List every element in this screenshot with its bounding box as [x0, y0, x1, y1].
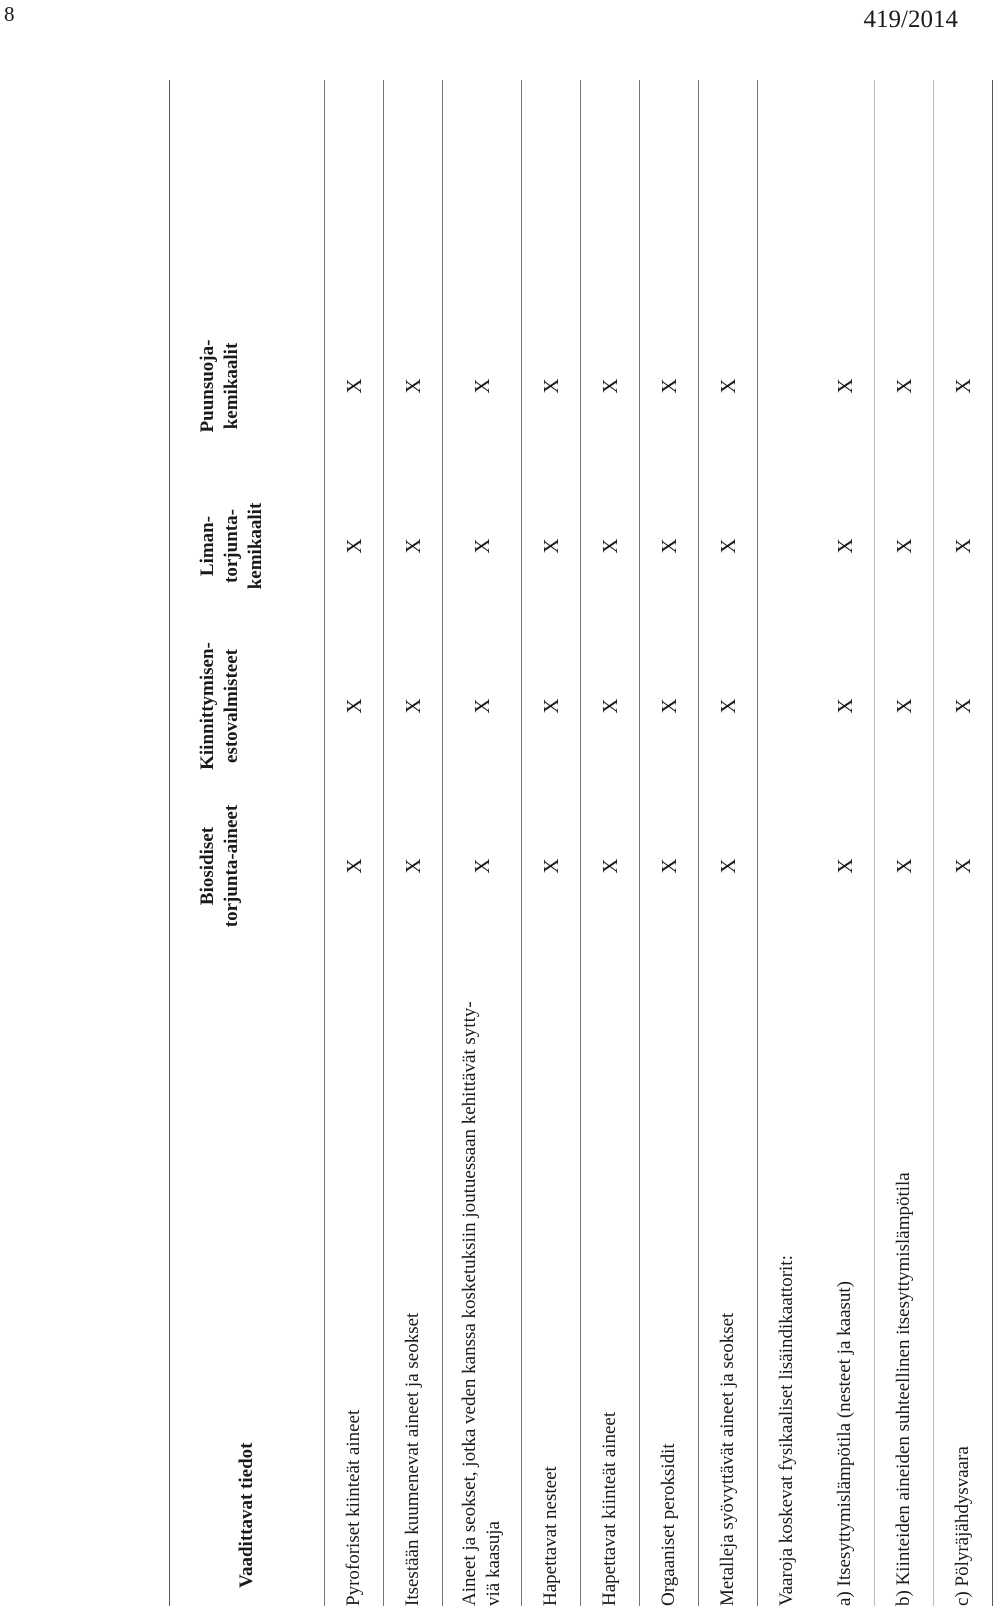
- x-mark: X: [443, 786, 522, 946]
- x-mark: X: [875, 626, 934, 786]
- x-mark: X: [934, 786, 993, 946]
- row-label: Pyroforiset kiinteät aineet: [325, 946, 384, 1606]
- x-mark: X: [832, 538, 857, 554]
- x-mark: X: [325, 306, 384, 466]
- x-mark: X: [640, 626, 699, 786]
- empty-cell: [758, 626, 817, 786]
- table-row: [325, 80, 384, 1606]
- rotated-table-container: [169, 80, 975, 1606]
- empty-cell: [384, 80, 443, 306]
- x-mark: X: [443, 626, 522, 786]
- empty-cell: [581, 80, 640, 306]
- x-mark: X: [581, 466, 640, 626]
- column-header-line: Liman-: [197, 515, 218, 577]
- row-label: b) Kiinteiden aineiden suhteellinen itsesyttymislämpötila: [875, 946, 934, 1606]
- row-label-line: viä kaasuja: [483, 1521, 504, 1606]
- row-label: a) Itsesyttymislämpötila (nesteet ja kaasut): [834, 1280, 856, 1606]
- empty-cell: [816, 80, 875, 306]
- x-mark: X: [875, 466, 934, 626]
- empty-cell: [443, 80, 522, 306]
- table-row: [875, 80, 934, 1606]
- column-header-line: kemikaalit: [244, 502, 266, 590]
- x-mark: X: [384, 626, 443, 786]
- x-mark: X: [934, 626, 993, 786]
- row-label: Hapettavat nesteet: [522, 946, 581, 1606]
- table-row: [384, 80, 443, 1606]
- x-mark: X: [581, 626, 640, 786]
- row-label: [443, 946, 522, 1606]
- row-label: Hapettavat kiinteät aineet: [581, 946, 640, 1606]
- x-mark: X: [325, 466, 384, 626]
- empty-cell: [758, 466, 817, 626]
- column-header-biocides: [170, 786, 325, 946]
- x-mark: X: [443, 466, 522, 626]
- x-mark: X: [325, 786, 384, 946]
- x-mark: X: [640, 466, 699, 626]
- column-header-line: Biosidiset: [197, 826, 218, 906]
- x-mark: X: [640, 306, 699, 466]
- empty-cell: [875, 80, 934, 306]
- x-mark: X: [875, 306, 934, 466]
- empty-cell: [758, 80, 817, 306]
- x-mark: X: [522, 626, 581, 786]
- column-header-gap: [170, 80, 325, 306]
- x-mark: X: [384, 786, 443, 946]
- x-mark: X: [699, 786, 758, 946]
- x-mark: X: [581, 306, 640, 466]
- column-header-wood-preservatives: [170, 306, 325, 466]
- column-header-line: torjunta-aineet: [220, 804, 242, 928]
- x-mark: X: [384, 306, 443, 466]
- x-mark: X: [522, 786, 581, 946]
- table-group-heading-row: [758, 80, 817, 1606]
- column-header-line: kemikaalit: [220, 342, 242, 430]
- x-mark: X: [832, 858, 857, 874]
- page-number: 8: [4, 2, 15, 26]
- table-row: [934, 80, 993, 1606]
- x-mark: X: [325, 626, 384, 786]
- column-header-label: Vaadittavat tiedot: [170, 946, 325, 1606]
- row-label-line: Aineet ja seokset, jotka veden kanssa kosketuksiin joutuessaan kehittävät sytty-: [459, 1001, 481, 1606]
- document-number: 419/2014: [863, 6, 958, 33]
- table-row: [522, 80, 581, 1606]
- x-mark: X: [384, 466, 443, 626]
- row-label: c) Pölyräjähdysvaara: [934, 946, 993, 1606]
- x-mark: X: [443, 306, 522, 466]
- x-mark: X: [699, 306, 758, 466]
- x-mark: X: [832, 698, 857, 714]
- table-row: [581, 80, 640, 1606]
- empty-cell: [934, 80, 993, 306]
- row-label: Metalleja syövyttävät aineet ja seokset: [699, 946, 758, 1606]
- table-header-row: [170, 80, 325, 1606]
- column-header-antifouling: [170, 626, 325, 786]
- empty-cell: [640, 80, 699, 306]
- empty-cell: [699, 80, 758, 306]
- table-row: [816, 80, 875, 1606]
- x-mark: X: [522, 306, 581, 466]
- x-mark: X: [934, 306, 993, 466]
- x-mark: X: [832, 378, 857, 394]
- table-row: [443, 80, 522, 1606]
- requirements-table: [169, 80, 993, 1606]
- column-header-line: Puunsuoja-: [197, 339, 218, 433]
- x-mark: X: [522, 466, 581, 626]
- x-mark: X: [875, 786, 934, 946]
- x-mark: X: [640, 786, 699, 946]
- empty-cell: [758, 306, 817, 466]
- column-header-line: torjunta-: [220, 509, 242, 583]
- table-row: [640, 80, 699, 1606]
- column-header-line: Kiinnittymisen-: [197, 642, 218, 770]
- empty-cell: [325, 80, 384, 306]
- x-mark: X: [934, 466, 993, 626]
- table-row: [699, 80, 758, 1606]
- x-mark: X: [581, 786, 640, 946]
- x-mark: X: [699, 626, 758, 786]
- empty-cell: [758, 786, 817, 946]
- row-label: Itsestään kuumenevat aineet ja seokset: [384, 946, 443, 1606]
- empty-cell: [522, 80, 581, 306]
- row-label: Orgaaniset peroksidit: [640, 946, 699, 1606]
- group-heading: Vaaroja koskevat fysikaaliset lisäindikaattorit:: [758, 946, 817, 1606]
- column-header-slimicides: [170, 466, 325, 626]
- x-mark: X: [699, 466, 758, 626]
- column-header-line: estovalmisteet: [220, 649, 242, 763]
